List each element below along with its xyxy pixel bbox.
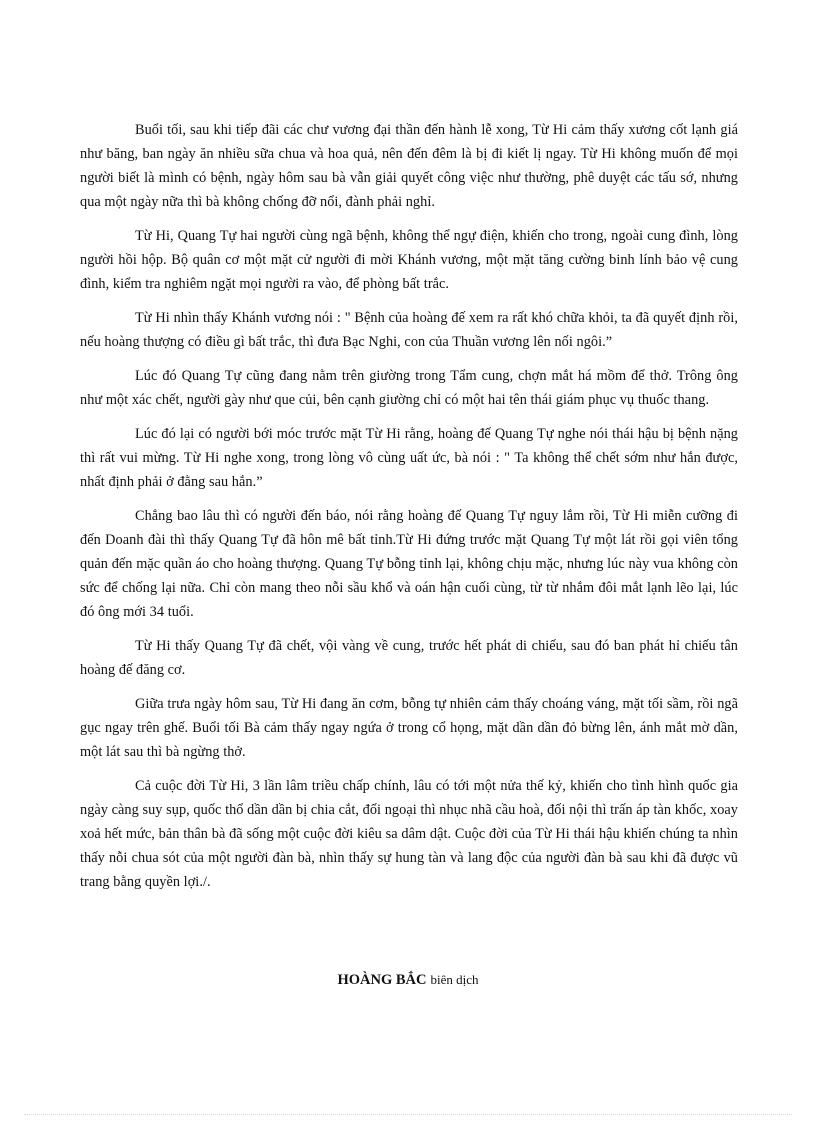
paragraph-6: Chẳng bao lâu thì có người đến báo, nói rằng hoàng đế Quang Tự nguy lắm rồi, Từ Hi miễn cưỡng đi đến Doanh đài thì thấy Quang Tự đã hôn mê bất tỉnh.Từ Hi đứng trước mặt Quang Tự một lát rồi gọi viên tổng quản đến mặc quần áo cho hoàng thượng. Quang Tự bỗng tỉnh lại, không chịu mặc, nhưng lúc này vua không còn sức để chống lại nữa. Chỉ còn mang theo nỗi sầu khổ và oán hận cuối cùng, từ từ nhắm đôi mắt lạnh lẽo lại, lúc đó ông mới 34 tuổi. [80,508,738,620]
paragraph-9: Cả cuộc đời Từ Hi, 3 lần lâm triều chấp chính, lâu có tới một nửa thế kỷ, khiến cho tình hình quốc gia ngày càng suy sụp, quốc thổ dần dần bị chia cắt, đối ngoại thì nhục nhã cầu hoà, đối nội thì trấn áp tàn khốc, xoay xoả hết mức, bản thân bà đã sống một cuộc đời kiêu sa dâm dật. Cuộc đời của Từ Hi thái hậu khiến chúng ta nhìn thấy nỗi chua sót của một người đàn bà, nhìn thấy sự hung tàn và lang độc của người đàn bà sau khi đã được vũ trang bằng quyền lợi./. [80,778,738,890]
paragraph-2: Từ Hi, Quang Tự hai người cùng ngã bệnh, không thể ngự điện, khiến cho trong, ngoài cung đình, lòng người hồi hộp. Bộ quân cơ một mặt cử người đi mời Khánh vương, một mặt tăng cường binh lính bảo vệ cung đình, kiểm tra nghiêm ngặt mọi người ra vào, để phòng bất trắc. [80,228,738,292]
paragraph-5: Lúc đó lại có người bới móc trước mặt Từ Hi rằng, hoàng đế Quang Tự nghe nói thái hậu bị bệnh nặng thì rất vui mừng. Từ Hi nghe xong, trong lòng vô cùng uất ức, bà nói : " Ta không thể chết sớm như hắn được, nhất định phải ở đằng sau hắn.” [80,426,738,490]
page-bottom-divider [24,1114,792,1115]
paragraph-8: Giữa trưa ngày hôm sau, Từ Hi đang ăn cơm, bỗng tự nhiên cảm thấy choáng váng, mặt tối sầm, rồi ngã gục ngay trên ghế. Buổi tối Bà cảm thấy ngay ngứa ở trong cổ họng, mặt dần dần đỏ bừng lên, ánh mắt mờ dần, một lát sau thì bà ngừng thở. [80,696,738,760]
paragraph-3: Từ Hi nhìn thấy Khánh vương nói : " Bệnh của hoàng đế xem ra rất khó chữa khỏi, ta đã quyết định rồi, nếu hoàng thượng có điều gì bất trắc, thì đưa Bạc Nghi, con của Thuần vương lên nối ngôi.” [80,310,738,350]
paragraph-4: Lúc đó Quang Tự cũng đang nằm trên giường trong Tẩm cung, chợn mắt há mồm để thở. Trông ông như một xác chết, người gày như que củi, bên cạnh giường chỉ có một hai tên thái giám phục vụ thuốc thang. [80,368,738,408]
document-body [80,118,738,904]
translator-role: biên dịch [430,972,479,987]
paragraph-7: Từ Hi thấy Quang Tự đã chết, vội vàng về cung, trước hết phát di chiếu, sau đó ban phát hỉ chiếu tân hoàng đế đăng cơ. [80,638,738,678]
paragraph-1: Buổi tối, sau khi tiếp đãi các chư vương đại thần đến hành lễ xong, Từ Hi cảm thấy xương cốt lạnh giá như băng, ban ngày ăn nhiều sữa chua và hoa quả, nên đến đêm là bị đi kiết lị ngay. Từ Hi không muốn để mọi người biết là mình có bệnh, ngày hôm sau bà vẫn giải quyết công việc như thường, phê duyệt các tấu sớ, nhưng qua một ngày nữa thì bà không chống đỡ nổi, đành phải nghỉ. [80,122,738,210]
translator-name: HOÀNG BẮC [337,972,427,988]
signature-line [0,968,816,993]
